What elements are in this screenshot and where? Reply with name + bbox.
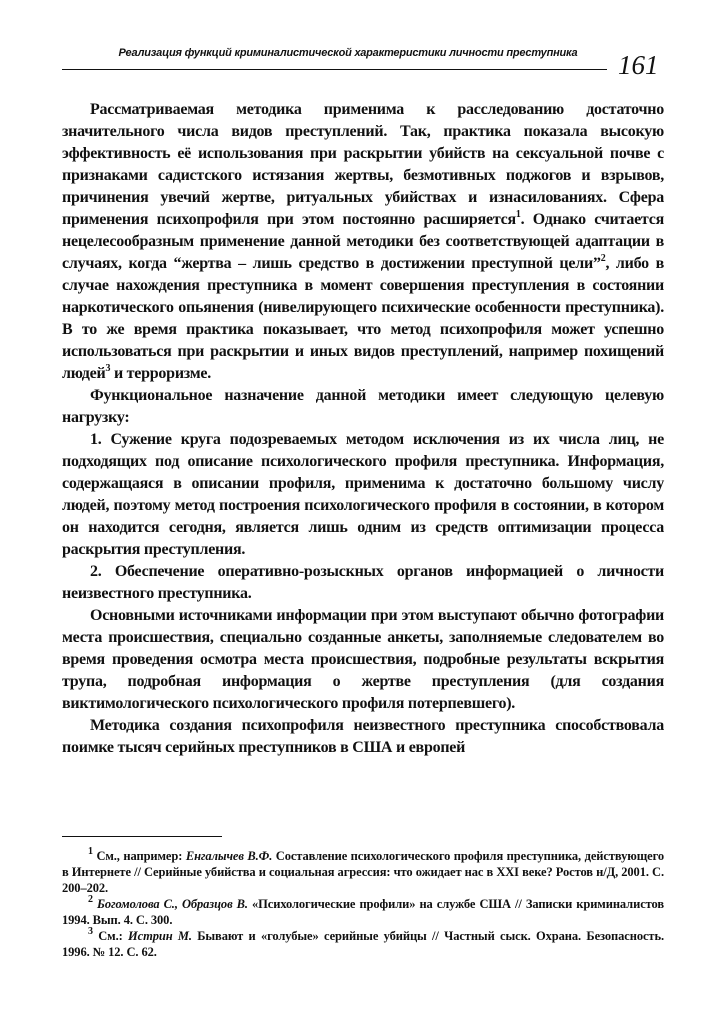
footnote-1	[62, 845, 665, 896]
paragraph-1-part-2: . Однако считается нецелесообразным применение данной методики без соответствующей адаптации в случаях, когда “жертва – лишь средство в достижении преступной цели”	[62, 211, 664, 272]
paragraph-2: Функциональное назначение данной методики имеет следующую целевую нагрузку:	[62, 387, 664, 426]
paragraph-4-list-item-2: 2. Обеспечение оперативно-розыскных органов информацией о личности неизвестного преступника.	[62, 563, 664, 602]
footnote-3-number: 3	[88, 925, 93, 937]
footnote-3	[62, 925, 664, 960]
footnote-2-number: 2	[88, 893, 93, 905]
footnotes	[62, 845, 665, 960]
footnote-ref-3: 3	[105, 362, 111, 374]
paragraph-1-part-1: Рассматриваемая методика применима к расследованию достаточно значительного числа видов преступлений. Так, практика показала высокую эффективность её использования при раскрытии убийств на сексуальной почве с признаками садистского истязания жертвы, безмотивных поджогов и взрывов, причинения увечий жертве, ритуальных убийствах и изнасилованиях. Сфера применения психопрофиля при этом постоянно расширяется	[62, 101, 664, 228]
footnote-ref-1: 1	[515, 208, 521, 220]
footnote-2	[62, 893, 665, 928]
paragraph-3-list-item-1: 1. Сужение круга подозреваемых методом исключения из их числа лиц, не подходящих под описание психологического профиля преступника. Информация, содержащаяся в описании профиля, применима к достаточно большому числу людей, поэтому метод построения психологического профиля в состоянии, в котором он находится сегодня, является лишь одним из средств оптимизации процесса раскрытия преступления.	[62, 431, 664, 558]
main-text	[62, 99, 664, 759]
paragraph-1-part-3: , либо в случае нахождения преступника в момент совершения преступления в состоянии наркотического опьянения (нивелирующего психические особенности преступника). В то же время практика показывает, что метод психопрофиля может успешно использоваться при раскрытии и иных видов преступлений, например похищений людей	[62, 255, 665, 382]
running-head-rule	[62, 69, 607, 70]
footnote-2-author: Богомолова С., Образцов В.	[97, 897, 248, 911]
footnote-separator	[62, 836, 222, 837]
footnote-ref-2: 2	[600, 252, 606, 264]
running-head-title: Реализация функций криминалистической характеристики личности преступника	[118, 47, 578, 59]
footnote-3-lead: См.:	[92, 929, 128, 943]
footnote-3-author: Истрин М.	[128, 929, 192, 943]
footnote-1-number: 1	[88, 845, 93, 857]
footnote-1-text: Составление психологического профиля преступника, действующего в Интернете // Серийные убийства и социальная агрессия: что ожидает нас в XXI веке? Ростов н/Д, 2001. С. 200–202.	[62, 849, 665, 895]
running-head	[62, 40, 622, 76]
paragraph-6: Методика создания психопрофиля неизвестного преступника способствовала поимке тысяч серийных преступников в США и европей	[62, 717, 664, 756]
paragraph-1-part-4: и терроризме.	[110, 365, 211, 382]
paragraph-5: Основными источниками информации при этом выступают обычно фотографии места происшествия, специально созданные анкеты, заполняемые следователем во время проведения осмотра места происшествия, подробные результаты вскрытия трупа, подробная информация о жертве преступления (для создания виктимологического психологического профиля потерпевшего).	[62, 607, 664, 712]
page-number: 161	[618, 50, 659, 80]
footnote-1-author: Енгалычев В.Ф.	[185, 849, 273, 863]
footnote-2-text: «Психологические профили» на службе США // Записки криминалистов 1994. Вып. 4. С. 300.	[62, 897, 665, 927]
footnote-3-text: Бывают и «голубые» серийные убийцы // Частный сыск. Охрана. Безопасность. 1996. № 12. С. 62.	[62, 929, 664, 959]
footnote-1-lead: См., например:	[92, 849, 186, 863]
paragraph-1	[62, 99, 664, 385]
